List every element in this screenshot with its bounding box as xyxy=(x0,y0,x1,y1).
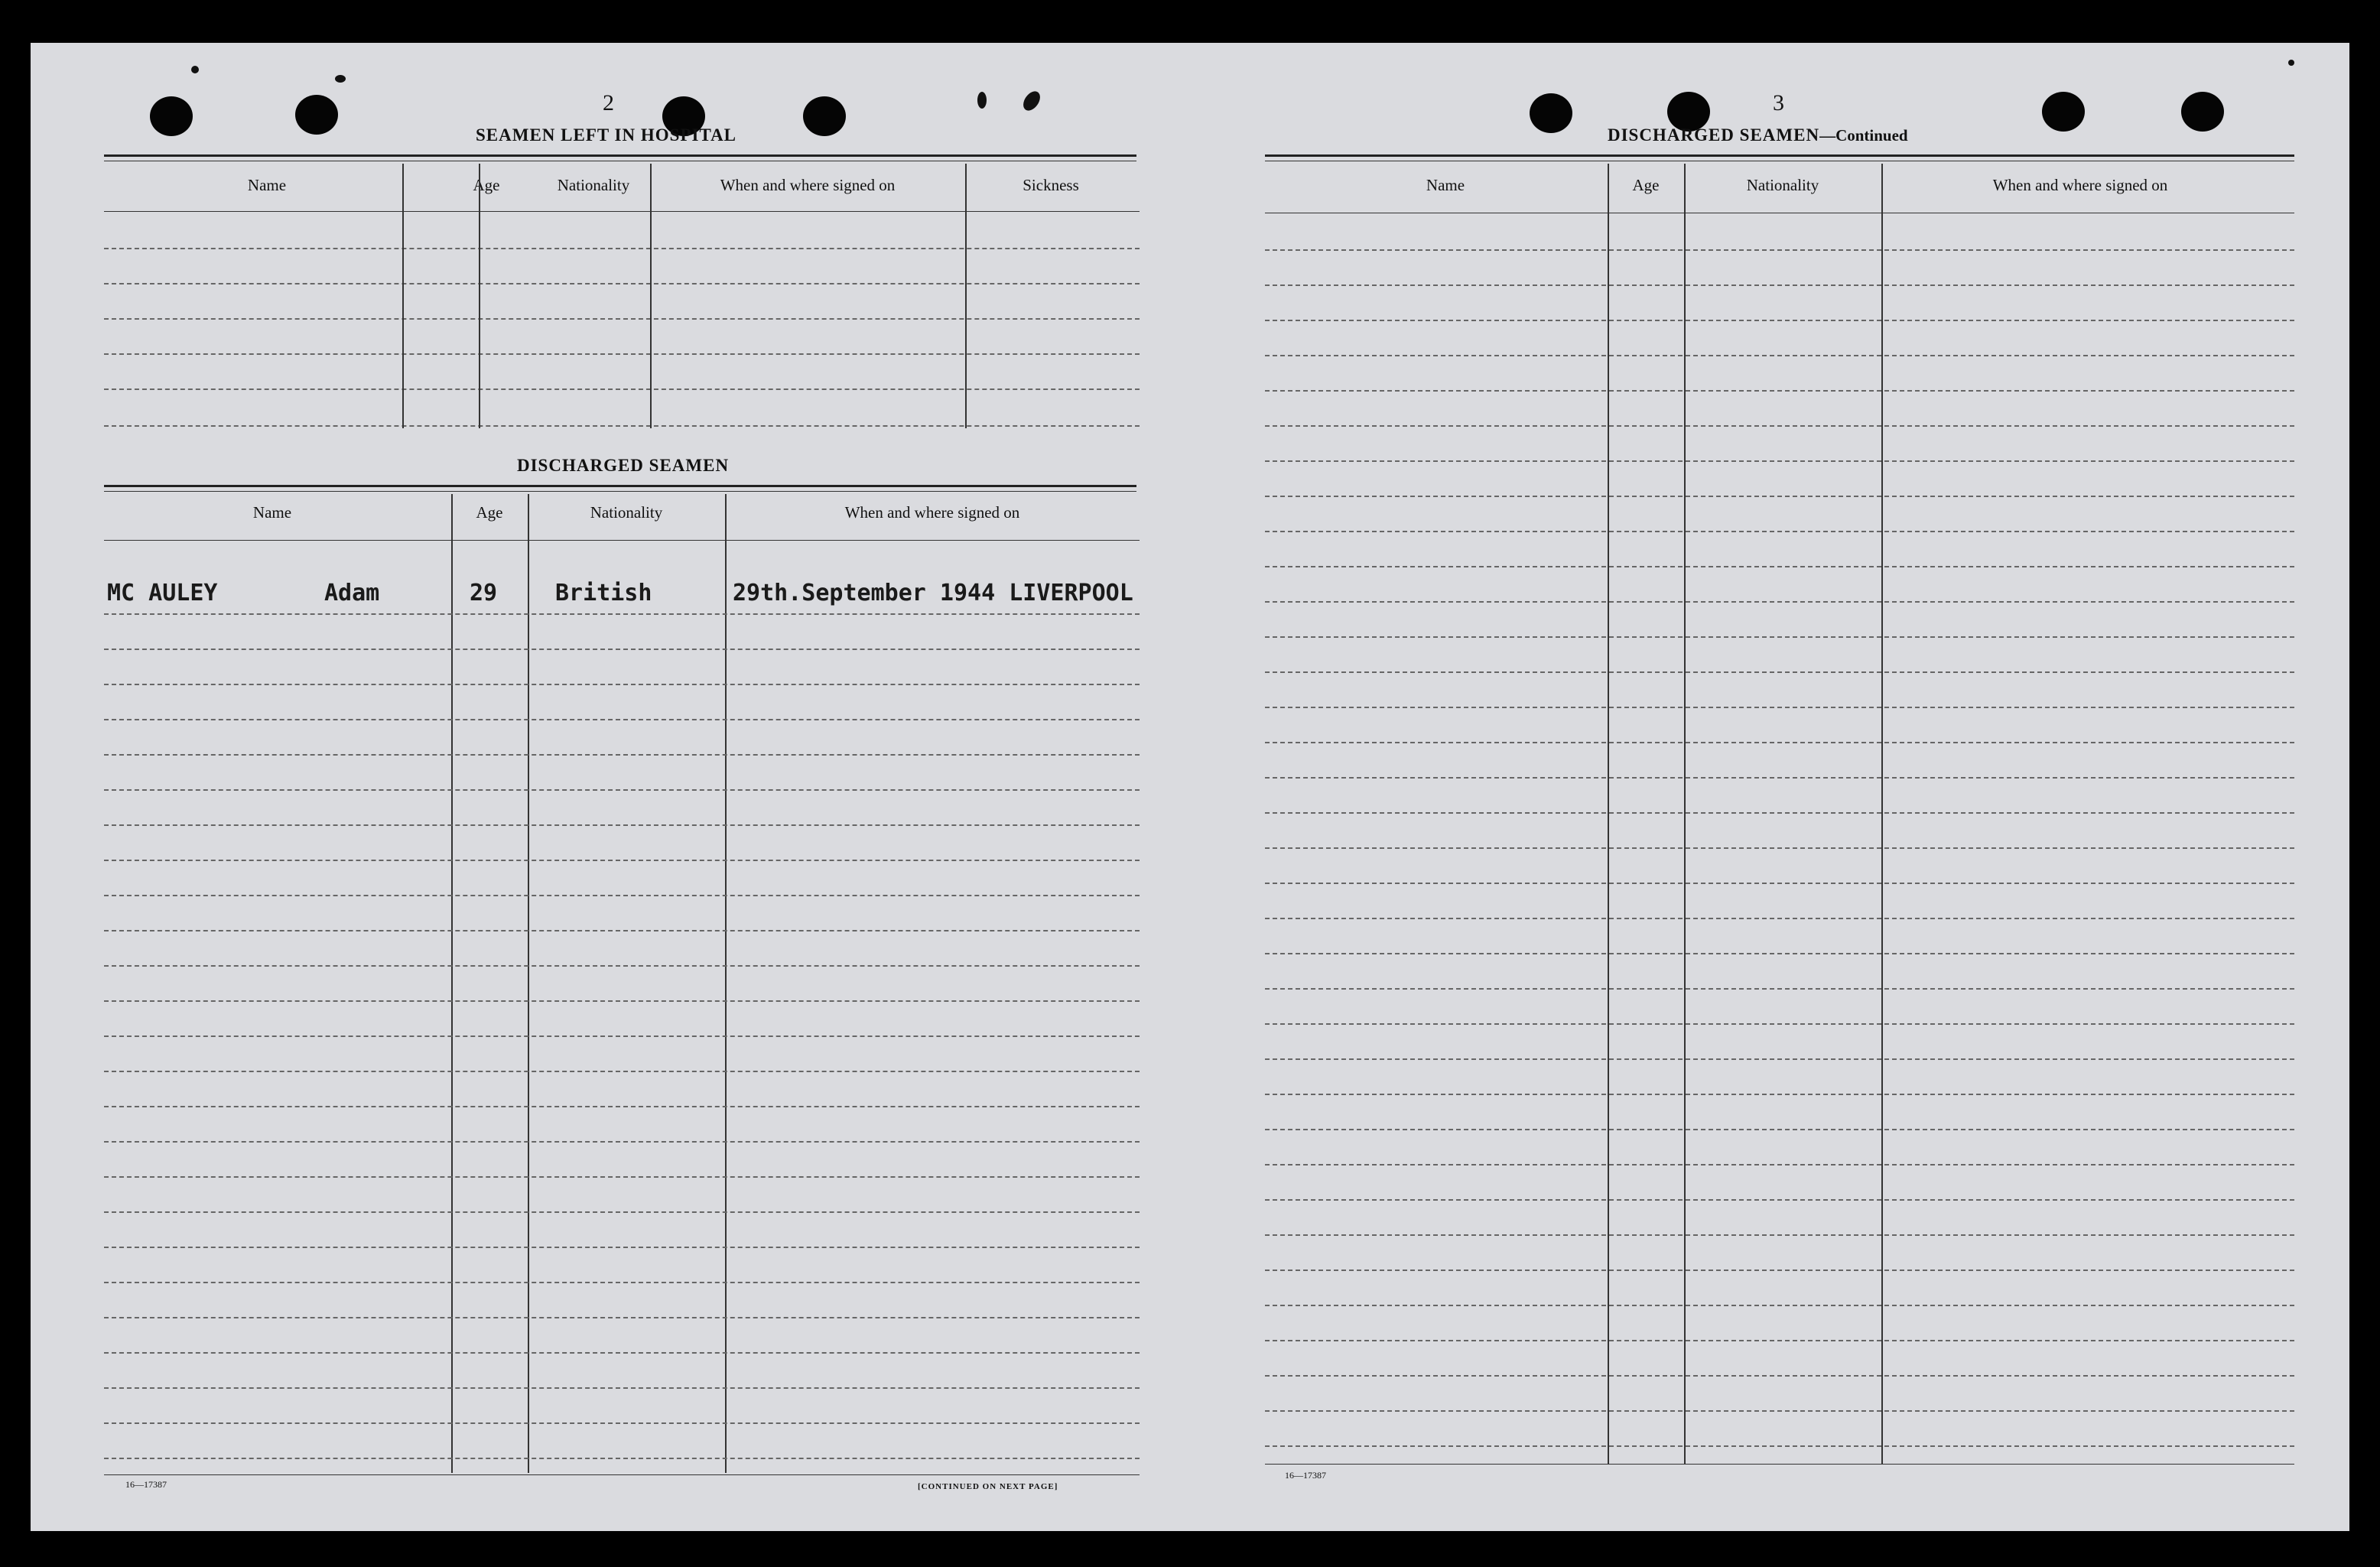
row-line xyxy=(104,930,1140,931)
row-line xyxy=(1265,1410,2294,1412)
row-line xyxy=(1265,1375,2294,1377)
row-line xyxy=(104,283,1140,284)
col-divider xyxy=(402,164,404,428)
row-line xyxy=(104,965,1140,967)
row-line xyxy=(1265,1129,2294,1130)
row-line xyxy=(104,248,1140,249)
continued-note: [CONTINUED ON NEXT PAGE] xyxy=(918,1482,1058,1491)
col-divider xyxy=(1608,164,1609,1464)
col-header-name: Name xyxy=(252,503,292,522)
form-number: 16—17387 xyxy=(125,1479,167,1490)
row-line xyxy=(104,754,1140,756)
row-line xyxy=(104,1317,1140,1318)
row-line xyxy=(104,1247,1140,1248)
row-line xyxy=(1265,284,2294,286)
rule xyxy=(104,1474,1140,1475)
row-line xyxy=(1265,636,2294,638)
punch-hole xyxy=(295,95,338,135)
rule xyxy=(104,491,1136,492)
discharged-section-title: DISCHARGED SEAMEN xyxy=(517,456,730,475)
row-line xyxy=(1265,1199,2294,1201)
row-line xyxy=(104,1141,1140,1143)
row-line xyxy=(104,1106,1140,1107)
row-line xyxy=(1265,460,2294,462)
row-line xyxy=(1265,390,2294,392)
col-divider xyxy=(650,164,652,428)
page-number-left: 2 xyxy=(603,90,614,115)
row-line xyxy=(104,860,1140,861)
col-divider xyxy=(479,164,480,428)
row-line xyxy=(104,388,1140,390)
row-line xyxy=(104,1458,1140,1459)
row-line xyxy=(104,1387,1140,1389)
row-line xyxy=(104,1035,1140,1037)
row-line xyxy=(1265,742,2294,743)
row-line xyxy=(1265,601,2294,603)
col-header-age: Age xyxy=(1632,176,1660,194)
col-header-age: Age xyxy=(476,503,503,522)
entry-surname: MC AULEY xyxy=(107,580,218,606)
row-line xyxy=(104,1176,1140,1178)
ink-speck xyxy=(1020,88,1044,113)
row-line xyxy=(104,684,1140,685)
row-line xyxy=(1265,566,2294,567)
row-line xyxy=(1265,812,2294,814)
rule xyxy=(1265,154,2294,157)
row-line xyxy=(1265,249,2294,251)
col-header-sickness: Sickness xyxy=(1023,176,1079,194)
row-line xyxy=(104,425,1140,427)
row-line xyxy=(1265,883,2294,884)
col-divider xyxy=(1684,164,1686,1464)
col-header-nationality: Nationality xyxy=(557,176,630,194)
row-line xyxy=(1265,953,2294,954)
hospital-section-title: SEAMEN LEFT IN HOSPITAL xyxy=(476,125,737,145)
row-line xyxy=(104,1282,1140,1283)
row-line xyxy=(104,1422,1140,1424)
entry-given-name: Adam xyxy=(324,580,380,606)
col-header-name: Name xyxy=(1426,176,1465,194)
entry-nationality: British xyxy=(555,580,652,606)
col-divider xyxy=(725,494,727,1473)
punch-hole xyxy=(803,96,846,136)
row-line xyxy=(1265,496,2294,497)
row-line xyxy=(104,789,1140,791)
col-divider xyxy=(528,494,529,1473)
row-line xyxy=(1265,1234,2294,1236)
discharged-continued-title xyxy=(1608,125,1908,145)
row-line xyxy=(104,1000,1140,1002)
rule xyxy=(104,540,1140,541)
row-line xyxy=(1265,918,2294,919)
col-divider xyxy=(451,494,453,1473)
ink-speck xyxy=(2288,60,2294,66)
row-line xyxy=(104,1352,1140,1354)
row-line xyxy=(1265,1164,2294,1165)
form-sheet xyxy=(31,43,2349,1531)
row-line xyxy=(1265,988,2294,990)
col-header-age: Age xyxy=(473,176,500,194)
row-line xyxy=(104,719,1140,720)
title-suffix: —Continued xyxy=(1819,126,1908,145)
row-line xyxy=(104,353,1140,355)
ink-speck xyxy=(191,66,199,73)
ink-speck xyxy=(977,92,987,109)
punch-hole xyxy=(150,96,193,136)
col-header-signed-on: When and where signed on xyxy=(720,176,896,194)
row-line xyxy=(104,824,1140,826)
col-header-signed-on: When and where signed on xyxy=(844,503,1020,522)
col-divider xyxy=(965,164,967,428)
entry-age: 29 xyxy=(470,580,498,606)
col-header-signed-on: When and where signed on xyxy=(1992,176,2168,194)
row-line xyxy=(1265,1058,2294,1060)
row-line xyxy=(1265,1445,2294,1447)
page-number-right: 3 xyxy=(1773,90,1784,115)
col-header-nationality: Nationality xyxy=(1746,176,1819,194)
row-line xyxy=(1265,1023,2294,1025)
punch-hole xyxy=(1530,93,1572,133)
row-line xyxy=(1265,671,2294,673)
row-line xyxy=(1265,847,2294,849)
rule xyxy=(1265,1464,2294,1465)
col-header-nationality: Nationality xyxy=(590,503,663,522)
row-line xyxy=(104,1071,1140,1072)
row-line xyxy=(1265,355,2294,356)
row-line xyxy=(1265,777,2294,779)
punch-hole xyxy=(2042,92,2085,132)
punch-hole xyxy=(2181,92,2224,132)
ink-speck xyxy=(335,75,346,83)
col-divider xyxy=(1881,164,1883,1464)
rule xyxy=(104,154,1136,157)
col-header-name: Name xyxy=(247,176,287,194)
rule xyxy=(104,211,1140,212)
title-text: DISCHARGED SEAMEN xyxy=(1608,125,1820,145)
rule xyxy=(104,485,1136,487)
row-line xyxy=(104,895,1140,896)
row-line xyxy=(1265,320,2294,321)
row-line xyxy=(104,649,1140,650)
row-line xyxy=(1265,425,2294,427)
row-line xyxy=(1265,1270,2294,1271)
row-line xyxy=(1265,707,2294,708)
row-line xyxy=(1265,1305,2294,1306)
row-line xyxy=(1265,1340,2294,1341)
entry-signed-on: 29th.September 1944 LIVERPOOL xyxy=(733,580,1133,606)
row-line xyxy=(104,318,1140,320)
row-line xyxy=(104,613,1140,615)
form-number: 16—17387 xyxy=(1285,1470,1326,1481)
row-line xyxy=(1265,531,2294,532)
row-line xyxy=(1265,1094,2294,1095)
row-line xyxy=(104,1211,1140,1213)
